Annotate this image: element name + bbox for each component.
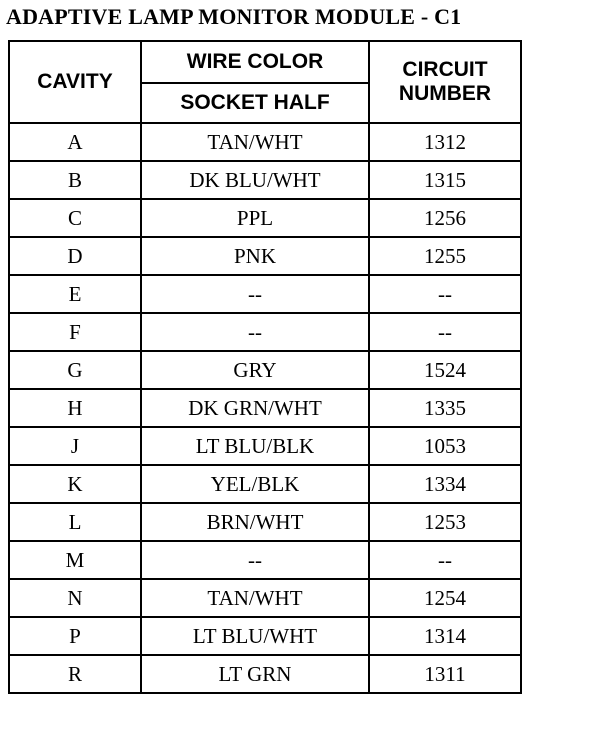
circuit-number-cell: 1311 — [369, 655, 521, 693]
wire-color-header: WIRE COLOR — [141, 41, 369, 83]
cavity-cell: E — [9, 275, 141, 313]
wire-color-cell: -- — [141, 275, 369, 313]
wire-color-cell: LT BLU/WHT — [141, 617, 369, 655]
cavity-cell: J — [9, 427, 141, 465]
cavity-cell: H — [9, 389, 141, 427]
circuit-header-line1: CIRCUIT — [402, 58, 488, 81]
table-row — [9, 351, 521, 389]
cavity-cell: M — [9, 541, 141, 579]
wire-color-cell: YEL/BLK — [141, 465, 369, 503]
socket-half-header: SOCKET HALF — [141, 83, 369, 123]
circuit-number-cell: 1314 — [369, 617, 521, 655]
circuit-number-cell: 1524 — [369, 351, 521, 389]
circuit-number-cell: -- — [369, 313, 521, 351]
wire-color-cell: -- — [141, 313, 369, 351]
table-row — [9, 503, 521, 541]
table-row — [9, 655, 521, 693]
circuit-number-cell: 1253 — [369, 503, 521, 541]
circuit-number-cell: -- — [369, 541, 521, 579]
circuit-number-cell: 1256 — [369, 199, 521, 237]
circuit-number-cell: -- — [369, 275, 521, 313]
circuit-header-line2: NUMBER — [398, 82, 492, 105]
table-row — [9, 389, 521, 427]
wire-color-cell: GRY — [141, 351, 369, 389]
wire-color-cell: TAN/WHT — [141, 123, 369, 161]
wire-color-cell: -- — [141, 541, 369, 579]
connector-pinout-table — [8, 40, 522, 694]
cavity-cell: P — [9, 617, 141, 655]
cavity-cell: K — [9, 465, 141, 503]
wire-color-cell: BRN/WHT — [141, 503, 369, 541]
table-row — [9, 123, 521, 161]
circuit-number-cell: 1312 — [369, 123, 521, 161]
pinout-rows — [9, 123, 521, 693]
circuit-number-cell: 1053 — [369, 427, 521, 465]
table-row — [9, 313, 521, 351]
circuit-number-cell: 1334 — [369, 465, 521, 503]
cavity-cell: G — [9, 351, 141, 389]
wire-color-cell: DK BLU/WHT — [141, 161, 369, 199]
table-row — [9, 275, 521, 313]
table-row — [9, 427, 521, 465]
cavity-cell: L — [9, 503, 141, 541]
cavity-cell: R — [9, 655, 141, 693]
wire-color-cell: LT BLU/BLK — [141, 427, 369, 465]
cavity-cell: F — [9, 313, 141, 351]
circuit-number-cell: 1255 — [369, 237, 521, 275]
circuit-number-cell: 1315 — [369, 161, 521, 199]
table-row — [9, 579, 521, 617]
circuit-number-cell: 1254 — [369, 579, 521, 617]
table-row — [9, 617, 521, 655]
cavity-cell: B — [9, 161, 141, 199]
cavity-cell: N — [9, 579, 141, 617]
table-row — [9, 237, 521, 275]
table-row — [9, 541, 521, 579]
cavity-header: CAVITY — [9, 41, 141, 123]
circuit-number-cell: 1335 — [369, 389, 521, 427]
table-row — [9, 161, 521, 199]
cavity-cell: C — [9, 199, 141, 237]
table-row — [9, 465, 521, 503]
wire-color-cell: PNK — [141, 237, 369, 275]
table-row — [9, 199, 521, 237]
wire-color-cell: LT GRN — [141, 655, 369, 693]
cavity-cell: D — [9, 237, 141, 275]
wire-color-cell: TAN/WHT — [141, 579, 369, 617]
page-title: ADAPTIVE LAMP MONITOR MODULE - C1 — [6, 4, 462, 29]
circuit-number-header — [369, 41, 521, 123]
wire-color-cell: PPL — [141, 199, 369, 237]
wire-color-cell: DK GRN/WHT — [141, 389, 369, 427]
cavity-cell: A — [9, 123, 141, 161]
